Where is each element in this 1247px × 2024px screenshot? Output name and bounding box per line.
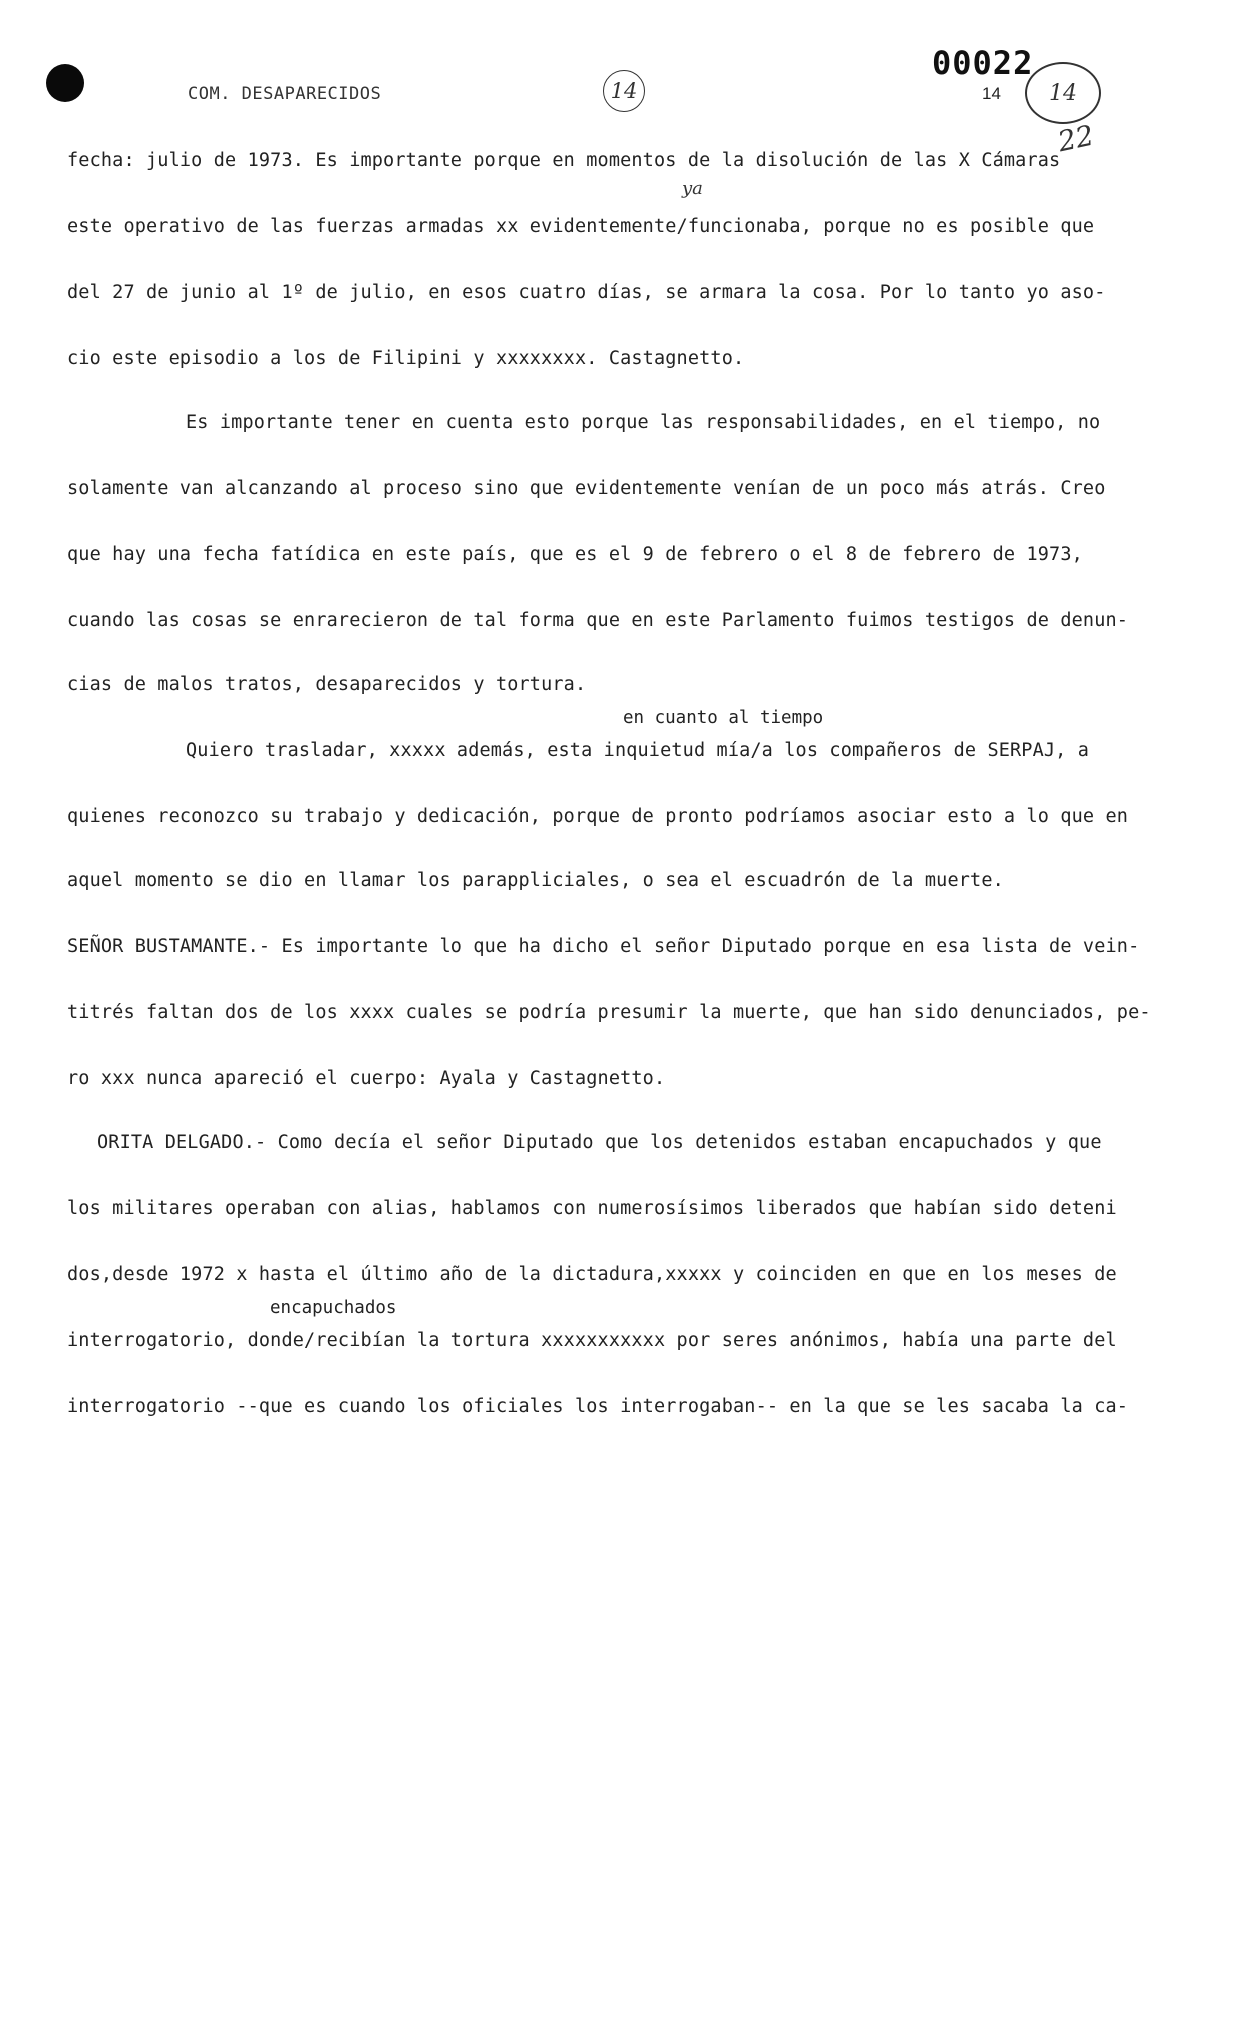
body-line-2: este operativo de las fuerzas armadas xx evidentemente/funcionaba, porque no es posible que xyxy=(67,216,1095,237)
body-line-3: del 27 de junio al 1º de julio, en esos cuatro días, se armara la cosa. Por lo tanto yo aso- xyxy=(67,282,1106,303)
body-line-7: que hay una fecha fatídica en este país, que es el 9 de febrero o el 8 de febrero de 1973, xyxy=(67,544,1083,565)
body-line-13: SEÑOR BUSTAMANTE.- Es importante lo que ha dicho el señor Diputado porque en esa lista de vein- xyxy=(67,936,1140,957)
document-number: 00022 xyxy=(932,44,1034,82)
body-line-6: solamente van alcanzando al proceso sino que evidentemente venían de un poco más atrás. Creo xyxy=(67,478,1106,499)
body-line-19: interrogatorio, donde/recibían la tortura xxxxxxxxxxx por seres anónimos, había una parte del xyxy=(67,1330,1117,1351)
body-line-18: dos,desde 1972 x hasta el último año de la dictadura,xxxxx y coinciden en que en los meses de xyxy=(67,1264,1117,1285)
punch-hole-icon xyxy=(46,64,84,102)
body-line-14: titrés faltan dos de los xxxx cuales se podría presumir la muerte, que han sido denunciados, pe- xyxy=(67,1002,1151,1023)
circled-page-number xyxy=(603,70,645,112)
handwritten-circled-text: 14 xyxy=(1049,80,1077,106)
body-line-5: Es importante tener en cuenta esto porque las responsabilidades, en el tiempo, no xyxy=(186,412,1101,433)
body-line-15: ro xxx nunca apareció el cuerpo: Ayala y Castagnetto. xyxy=(67,1068,666,1089)
circled-page-number-text: 14 xyxy=(610,79,638,103)
handwritten-margin-note: 22 xyxy=(1054,118,1097,159)
body-line-20: interrogatorio --que es cuando los oficiales los interrogaban-- en la que se les sacaba la ca- xyxy=(67,1396,1129,1417)
handwritten-circled-number xyxy=(1025,62,1101,124)
body-line-4: cio este episodio a los de Filipini y xxxxxxxx. Castagnetto. xyxy=(67,348,745,369)
header-title: COM. DESAPARECIDOS xyxy=(188,84,382,104)
body-line-17: los militares operaban con alias, hablamos con numerosísimos liberados que habían sido deteni xyxy=(67,1198,1117,1219)
interlinear-insert-2: encapuchados xyxy=(270,1298,397,1318)
body-line-10: Quiero trasladar, xxxxx además, esta inquietud mía/a los compañeros de SERPAJ, a xyxy=(186,740,1090,761)
body-line-1: fecha: julio de 1973. Es importante porque en momentos de la disolución de las X Cámaras xyxy=(67,150,1061,171)
body-line-11: quienes reconozco su trabajo y dedicación, porque de pronto podríamos asociar esto a lo que en xyxy=(67,806,1129,827)
body-line-8: cuando las cosas se enrarecieron de tal forma que en este Parlamento fuimos testigos de denun- xyxy=(67,610,1129,631)
body-line-9: cias de malos tratos, desaparecidos y tortura. xyxy=(67,674,587,695)
interlinear-insert-1: en cuanto al tiempo xyxy=(623,708,824,728)
page-number: 14 xyxy=(982,84,1001,103)
body-line-12: aquel momento se dio en llamar los parappliciales, o sea el escuadrón de la muerte. xyxy=(67,870,1004,891)
body-line-16: ORITA DELGADO.- Como decía el señor Diputado que los detenidos estaban encapuchados y que xyxy=(97,1132,1102,1153)
handwritten-insert: ya xyxy=(682,178,703,199)
